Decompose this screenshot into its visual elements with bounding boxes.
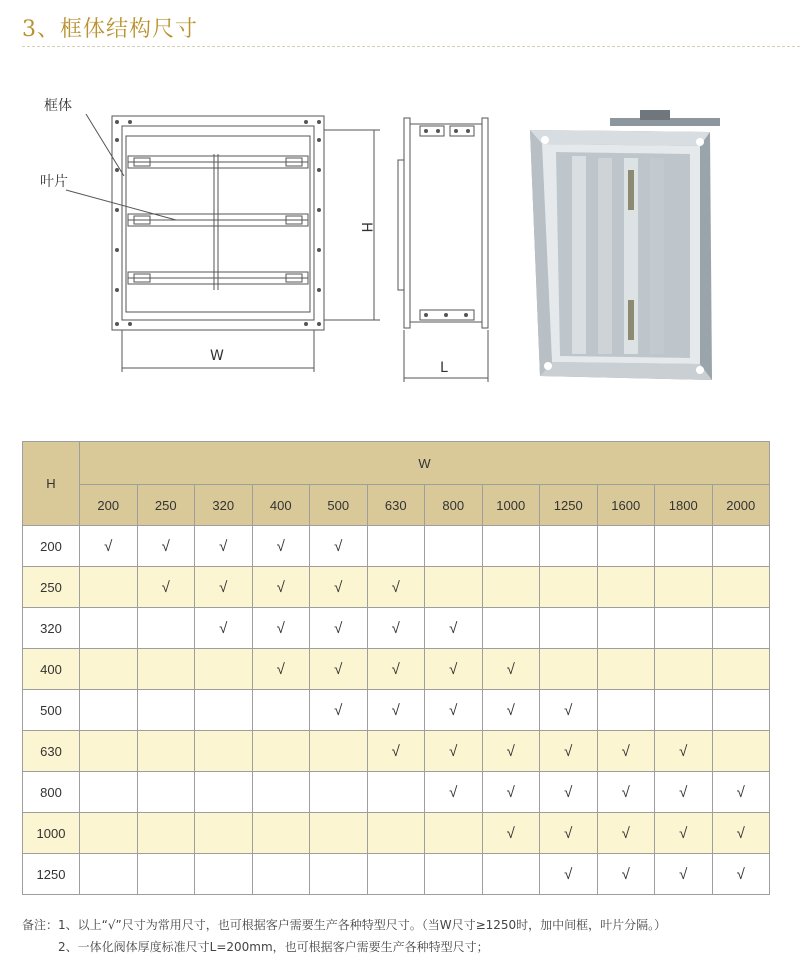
table-cell [137, 731, 195, 772]
table-cell [482, 608, 540, 649]
table-cell [137, 690, 195, 731]
table-cell: √ [310, 649, 368, 690]
w-column-header: 400 [252, 485, 310, 526]
table-cell [425, 854, 483, 895]
side-view-drawing [398, 118, 488, 382]
w-column-header: 2000 [712, 485, 770, 526]
h-row-header: 1000 [23, 813, 80, 854]
w-column-header: 630 [367, 485, 425, 526]
table-cell [425, 567, 483, 608]
table-cell [80, 649, 138, 690]
table-cell: √ [655, 813, 713, 854]
table-cell [195, 854, 253, 895]
table-cell [310, 813, 368, 854]
table-cell [655, 526, 713, 567]
table-cell: √ [310, 526, 368, 567]
table-cell [195, 649, 253, 690]
table-cell: √ [367, 690, 425, 731]
title-divider [22, 46, 800, 47]
table-cell: √ [195, 567, 253, 608]
table-cell [252, 854, 310, 895]
table-cell [80, 690, 138, 731]
table-cell: √ [137, 526, 195, 567]
table-cell: √ [252, 608, 310, 649]
table-cell: √ [310, 567, 368, 608]
table-cell: √ [195, 608, 253, 649]
h-row-header: 250 [23, 567, 80, 608]
notes [22, 914, 666, 958]
table-cell [597, 526, 655, 567]
table-cell [597, 690, 655, 731]
table-cell [195, 731, 253, 772]
table-cell [367, 772, 425, 813]
table-cell [195, 813, 253, 854]
table-cell [137, 608, 195, 649]
table-cell: √ [540, 690, 598, 731]
table-cell: √ [425, 608, 483, 649]
table-cell [80, 608, 138, 649]
table-cell: √ [597, 731, 655, 772]
w-column-header: 1000 [482, 485, 540, 526]
product-photo [530, 110, 720, 380]
table-cell: √ [252, 526, 310, 567]
h-row-header: 400 [23, 649, 80, 690]
l-dimension-label: L [440, 360, 448, 376]
w-column-header: 320 [195, 485, 253, 526]
w-column-header: 200 [80, 485, 138, 526]
table-row [23, 772, 770, 813]
table-cell [195, 772, 253, 813]
table-cell: √ [597, 813, 655, 854]
table-cell: √ [310, 690, 368, 731]
table-cell [597, 567, 655, 608]
table-cell [540, 526, 598, 567]
table-cell: √ [425, 731, 483, 772]
h-row-header: 500 [23, 690, 80, 731]
note-line-2: 2、一体化阀体厚度标准尺寸L=200mm，也可根据客户需要生产各种特型尺寸； [58, 940, 489, 954]
table-cell [137, 772, 195, 813]
table-cell [540, 649, 598, 690]
table-cell [252, 772, 310, 813]
table-cell [80, 772, 138, 813]
w-column-header: 500 [310, 485, 368, 526]
table-cell: √ [712, 772, 770, 813]
table-cell [655, 649, 713, 690]
table-row [23, 854, 770, 895]
table-cell [712, 608, 770, 649]
table-cell: √ [80, 526, 138, 567]
h-row-header: 630 [23, 731, 80, 772]
table-row [23, 567, 770, 608]
table-cell: √ [425, 772, 483, 813]
table-cell [712, 649, 770, 690]
table-cell: √ [482, 813, 540, 854]
table-cell: √ [252, 567, 310, 608]
table-cell: √ [195, 526, 253, 567]
table-cell: √ [712, 854, 770, 895]
table-cell [655, 690, 713, 731]
table-row [23, 813, 770, 854]
table-cell [425, 526, 483, 567]
frame-structure-diagrams [0, 80, 800, 400]
table-cell [80, 813, 138, 854]
table-cell [482, 567, 540, 608]
w-column-header: 1800 [655, 485, 713, 526]
h-row-header: 320 [23, 608, 80, 649]
table-cell: √ [425, 690, 483, 731]
table-cell [540, 567, 598, 608]
table-cell: √ [367, 649, 425, 690]
table-cell: √ [712, 813, 770, 854]
table-cell [195, 690, 253, 731]
table-row [23, 526, 770, 567]
w-column-header: 1250 [540, 485, 598, 526]
table-cell: √ [367, 567, 425, 608]
table-cell: √ [482, 649, 540, 690]
table-cell: √ [310, 608, 368, 649]
table-cell [137, 813, 195, 854]
table-cell [655, 567, 713, 608]
blade-label: 叶片 [40, 174, 68, 190]
w-column-header: 1600 [597, 485, 655, 526]
table-cell: √ [482, 731, 540, 772]
table-cell [367, 526, 425, 567]
table-cell: √ [367, 731, 425, 772]
table-cell: √ [540, 772, 598, 813]
table-row [23, 690, 770, 731]
table-cell: √ [252, 649, 310, 690]
table-cell: √ [655, 854, 713, 895]
h-row-header: 1250 [23, 854, 80, 895]
table-cell: √ [482, 772, 540, 813]
w-columns-row [23, 485, 770, 526]
table-cell [482, 526, 540, 567]
w-dimension-label: W [210, 348, 224, 364]
table-cell: √ [137, 567, 195, 608]
table-row [23, 649, 770, 690]
table-cell: √ [655, 772, 713, 813]
h-row-header: 800 [23, 772, 80, 813]
table-cell [482, 854, 540, 895]
w-column-header: 250 [137, 485, 195, 526]
table-cell: √ [482, 690, 540, 731]
table-row [23, 731, 770, 772]
note-line-1: 备注：1、以上“√”尺寸为常用尺寸，也可根据客户需要生产各种特型尺寸。（当W尺寸≥1250时，加中间框，叶片分隔。） [22, 918, 667, 932]
table-cell [425, 813, 483, 854]
table-cell [367, 854, 425, 895]
table-cell: √ [367, 608, 425, 649]
h-row-header: 200 [23, 526, 80, 567]
w-column-header: 800 [425, 485, 483, 526]
table-cell [252, 690, 310, 731]
table-cell [310, 731, 368, 772]
table-cell: √ [425, 649, 483, 690]
h-dimension-label: H [358, 222, 374, 233]
front-view-drawing [66, 114, 380, 372]
table-cell [80, 567, 138, 608]
table-cell [252, 813, 310, 854]
table-cell [712, 526, 770, 567]
table-cell: √ [655, 731, 713, 772]
table-cell [367, 813, 425, 854]
table-cell [655, 608, 713, 649]
table-cell [137, 854, 195, 895]
table-cell [712, 690, 770, 731]
table-cell [252, 731, 310, 772]
section-title: 3、框体结构尺寸 [22, 17, 198, 42]
table-cell [80, 854, 138, 895]
w-header: W [80, 442, 770, 485]
table-cell [597, 649, 655, 690]
frame-label: 框体 [44, 98, 72, 114]
table-cell: √ [540, 731, 598, 772]
table-cell [597, 608, 655, 649]
table-cell: √ [540, 813, 598, 854]
table-cell [80, 731, 138, 772]
h-header: H [23, 442, 80, 526]
size-spec-table [22, 441, 770, 895]
table-cell: √ [540, 854, 598, 895]
table-cell [310, 854, 368, 895]
table-cell [712, 731, 770, 772]
table-cell: √ [597, 772, 655, 813]
table-cell: √ [597, 854, 655, 895]
table-row [23, 608, 770, 649]
table-cell [310, 772, 368, 813]
table-cell [137, 649, 195, 690]
table-cell [712, 567, 770, 608]
table-cell [540, 608, 598, 649]
